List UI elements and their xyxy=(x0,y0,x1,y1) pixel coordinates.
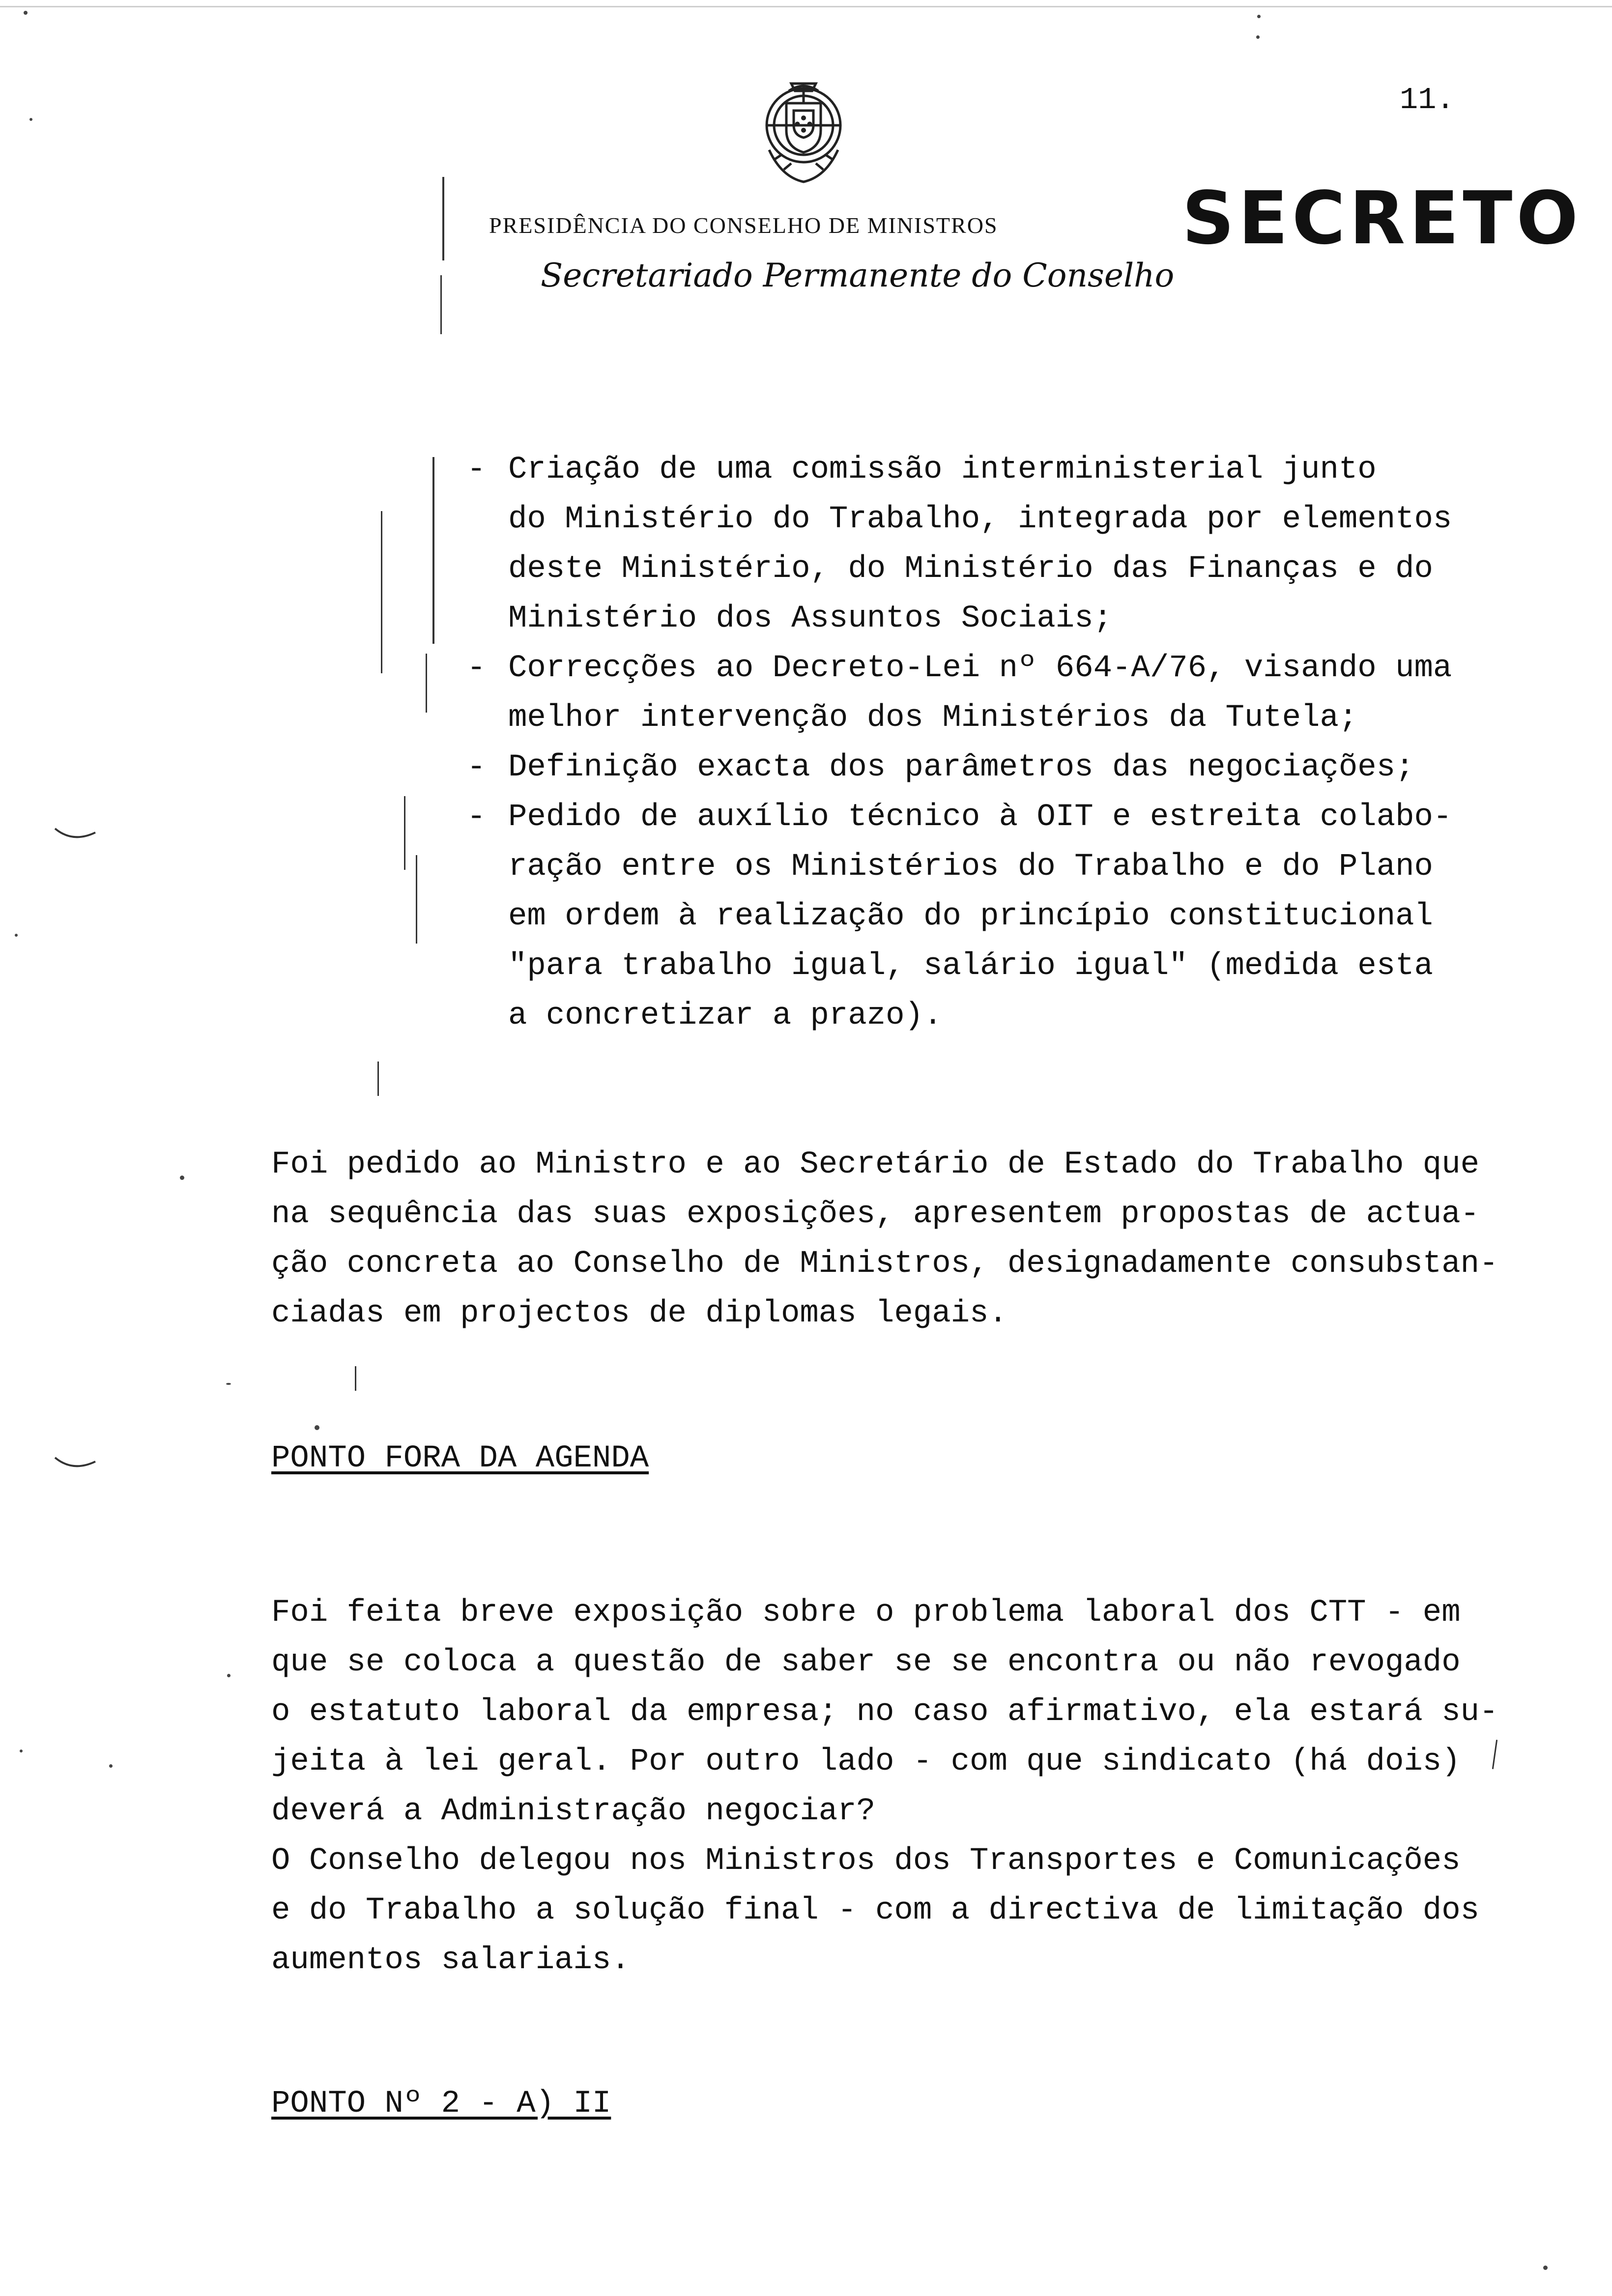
scan-speck xyxy=(15,934,18,937)
list-line: Pedido de auxílio técnico à OIT e estreita colabo- xyxy=(508,800,1452,835)
margin-stroke xyxy=(381,511,382,673)
list-line: Correcções ao Decreto-Lei nº 664-A/76, visando uma xyxy=(508,651,1452,686)
classification-stamp: SECRETO xyxy=(1182,176,1583,260)
margin-stroke xyxy=(426,654,427,713)
margin-stroke xyxy=(404,796,405,870)
list-line: Criação de uma comissão interministerial junto xyxy=(508,452,1377,488)
section-heading-point-2: PONTO Nº 2 - A) II xyxy=(271,2086,611,2122)
scan-speck xyxy=(227,1674,230,1677)
list-line: Ministério dos Assuntos Sociais; xyxy=(508,601,1112,636)
margin-stroke xyxy=(440,275,442,334)
paragraph-line: O Conselho delegou nos Ministros dos Transportes e Comunicações xyxy=(271,1843,1461,1879)
paragraph-line: aumentos salariais. xyxy=(271,1943,630,1978)
list-line: "para trabalho igual, salário igual" (medida esta xyxy=(508,948,1433,984)
paragraph-line: ção concreta ao Conselho de Ministros, designadamente consubstan- xyxy=(271,1246,1498,1282)
scan-speck xyxy=(1256,35,1260,39)
list-line: em ordem à realização do princípio constitucional xyxy=(508,899,1433,934)
department-name: Secretariado Permanente do Conselho xyxy=(541,257,1175,294)
margin-stroke xyxy=(355,1366,356,1391)
dash-marker: - xyxy=(467,452,486,488)
paragraph-line: jeita à lei geral. Por outro lado - com que sindicato (há dois) xyxy=(271,1744,1461,1779)
margin-stroke xyxy=(377,1062,379,1096)
margin-tick-mark xyxy=(53,826,97,845)
paragraph-line: que se coloca a questão de saber se se encontra ou não revogado xyxy=(271,1645,1461,1680)
paragraph-line: e do Trabalho a solução final - com a directiva de limitação dos xyxy=(271,1893,1479,1928)
margin-stroke xyxy=(442,177,444,260)
page-number: 11. xyxy=(1400,83,1455,117)
paragraph-line: ciadas em projectos de diplomas legais. xyxy=(271,1296,1008,1331)
organization-name: PRESIDÊNCIA DO CONSELHO DE MINISTROS xyxy=(489,213,998,238)
list-line: ração entre os Ministérios do Trabalho e do Plano xyxy=(508,849,1433,885)
paragraph-ctt-labour xyxy=(271,1588,1498,1985)
list-line: do Ministério do Trabalho, integrada por elementos xyxy=(508,502,1452,537)
scan-speck xyxy=(180,1176,184,1180)
margin-stroke xyxy=(432,457,434,644)
measures-list xyxy=(467,445,1452,1041)
list-item xyxy=(467,445,1452,644)
margin-tick-mark xyxy=(53,1455,97,1474)
dash-marker: - xyxy=(467,800,486,835)
list-line: deste Ministério, do Ministério das Finanças e do xyxy=(508,551,1433,587)
dash-marker: - xyxy=(467,750,486,785)
paragraph-line: Foi pedido ao Ministro e ao Secretário de Estado do Trabalho que xyxy=(271,1147,1479,1182)
paragraph-line: deverá a Administração negociar? xyxy=(271,1794,875,1829)
portuguese-coat-of-arms-icon xyxy=(742,74,865,197)
scan-speck xyxy=(24,11,28,15)
scan-speck xyxy=(29,118,32,121)
paragraph-line: o estatuto laboral da empresa; no caso afirmativo, ela estará su- xyxy=(271,1694,1498,1730)
scan-speck xyxy=(1543,2266,1548,2270)
scan-speck xyxy=(109,1764,113,1768)
list-item xyxy=(467,793,1452,1041)
paragraph-line: na sequência das suas exposições, apresentem propostas de actua- xyxy=(271,1197,1479,1232)
scan-speck xyxy=(20,1750,23,1752)
margin-stroke xyxy=(416,855,417,944)
list-item xyxy=(467,644,1452,743)
section-heading-off-agenda: PONTO FORA DA AGENDA xyxy=(271,1441,649,1476)
scan-speck xyxy=(226,1383,231,1385)
list-item xyxy=(467,743,1452,793)
paragraph-ministry-proposals xyxy=(271,1140,1498,1339)
list-line: a concretizar a prazo). xyxy=(508,998,943,1033)
scan-top-edge xyxy=(0,6,1612,7)
scan-speck xyxy=(1257,15,1261,18)
dash-marker: - xyxy=(467,651,486,686)
paragraph-line: Foi feita breve exposição sobre o problema laboral dos CTT - em xyxy=(271,1595,1461,1631)
list-line: melhor intervenção dos Ministérios da Tutela; xyxy=(508,700,1358,736)
scan-speck xyxy=(315,1425,319,1430)
list-line: Definição exacta dos parâmetros das negociações; xyxy=(508,750,1414,785)
